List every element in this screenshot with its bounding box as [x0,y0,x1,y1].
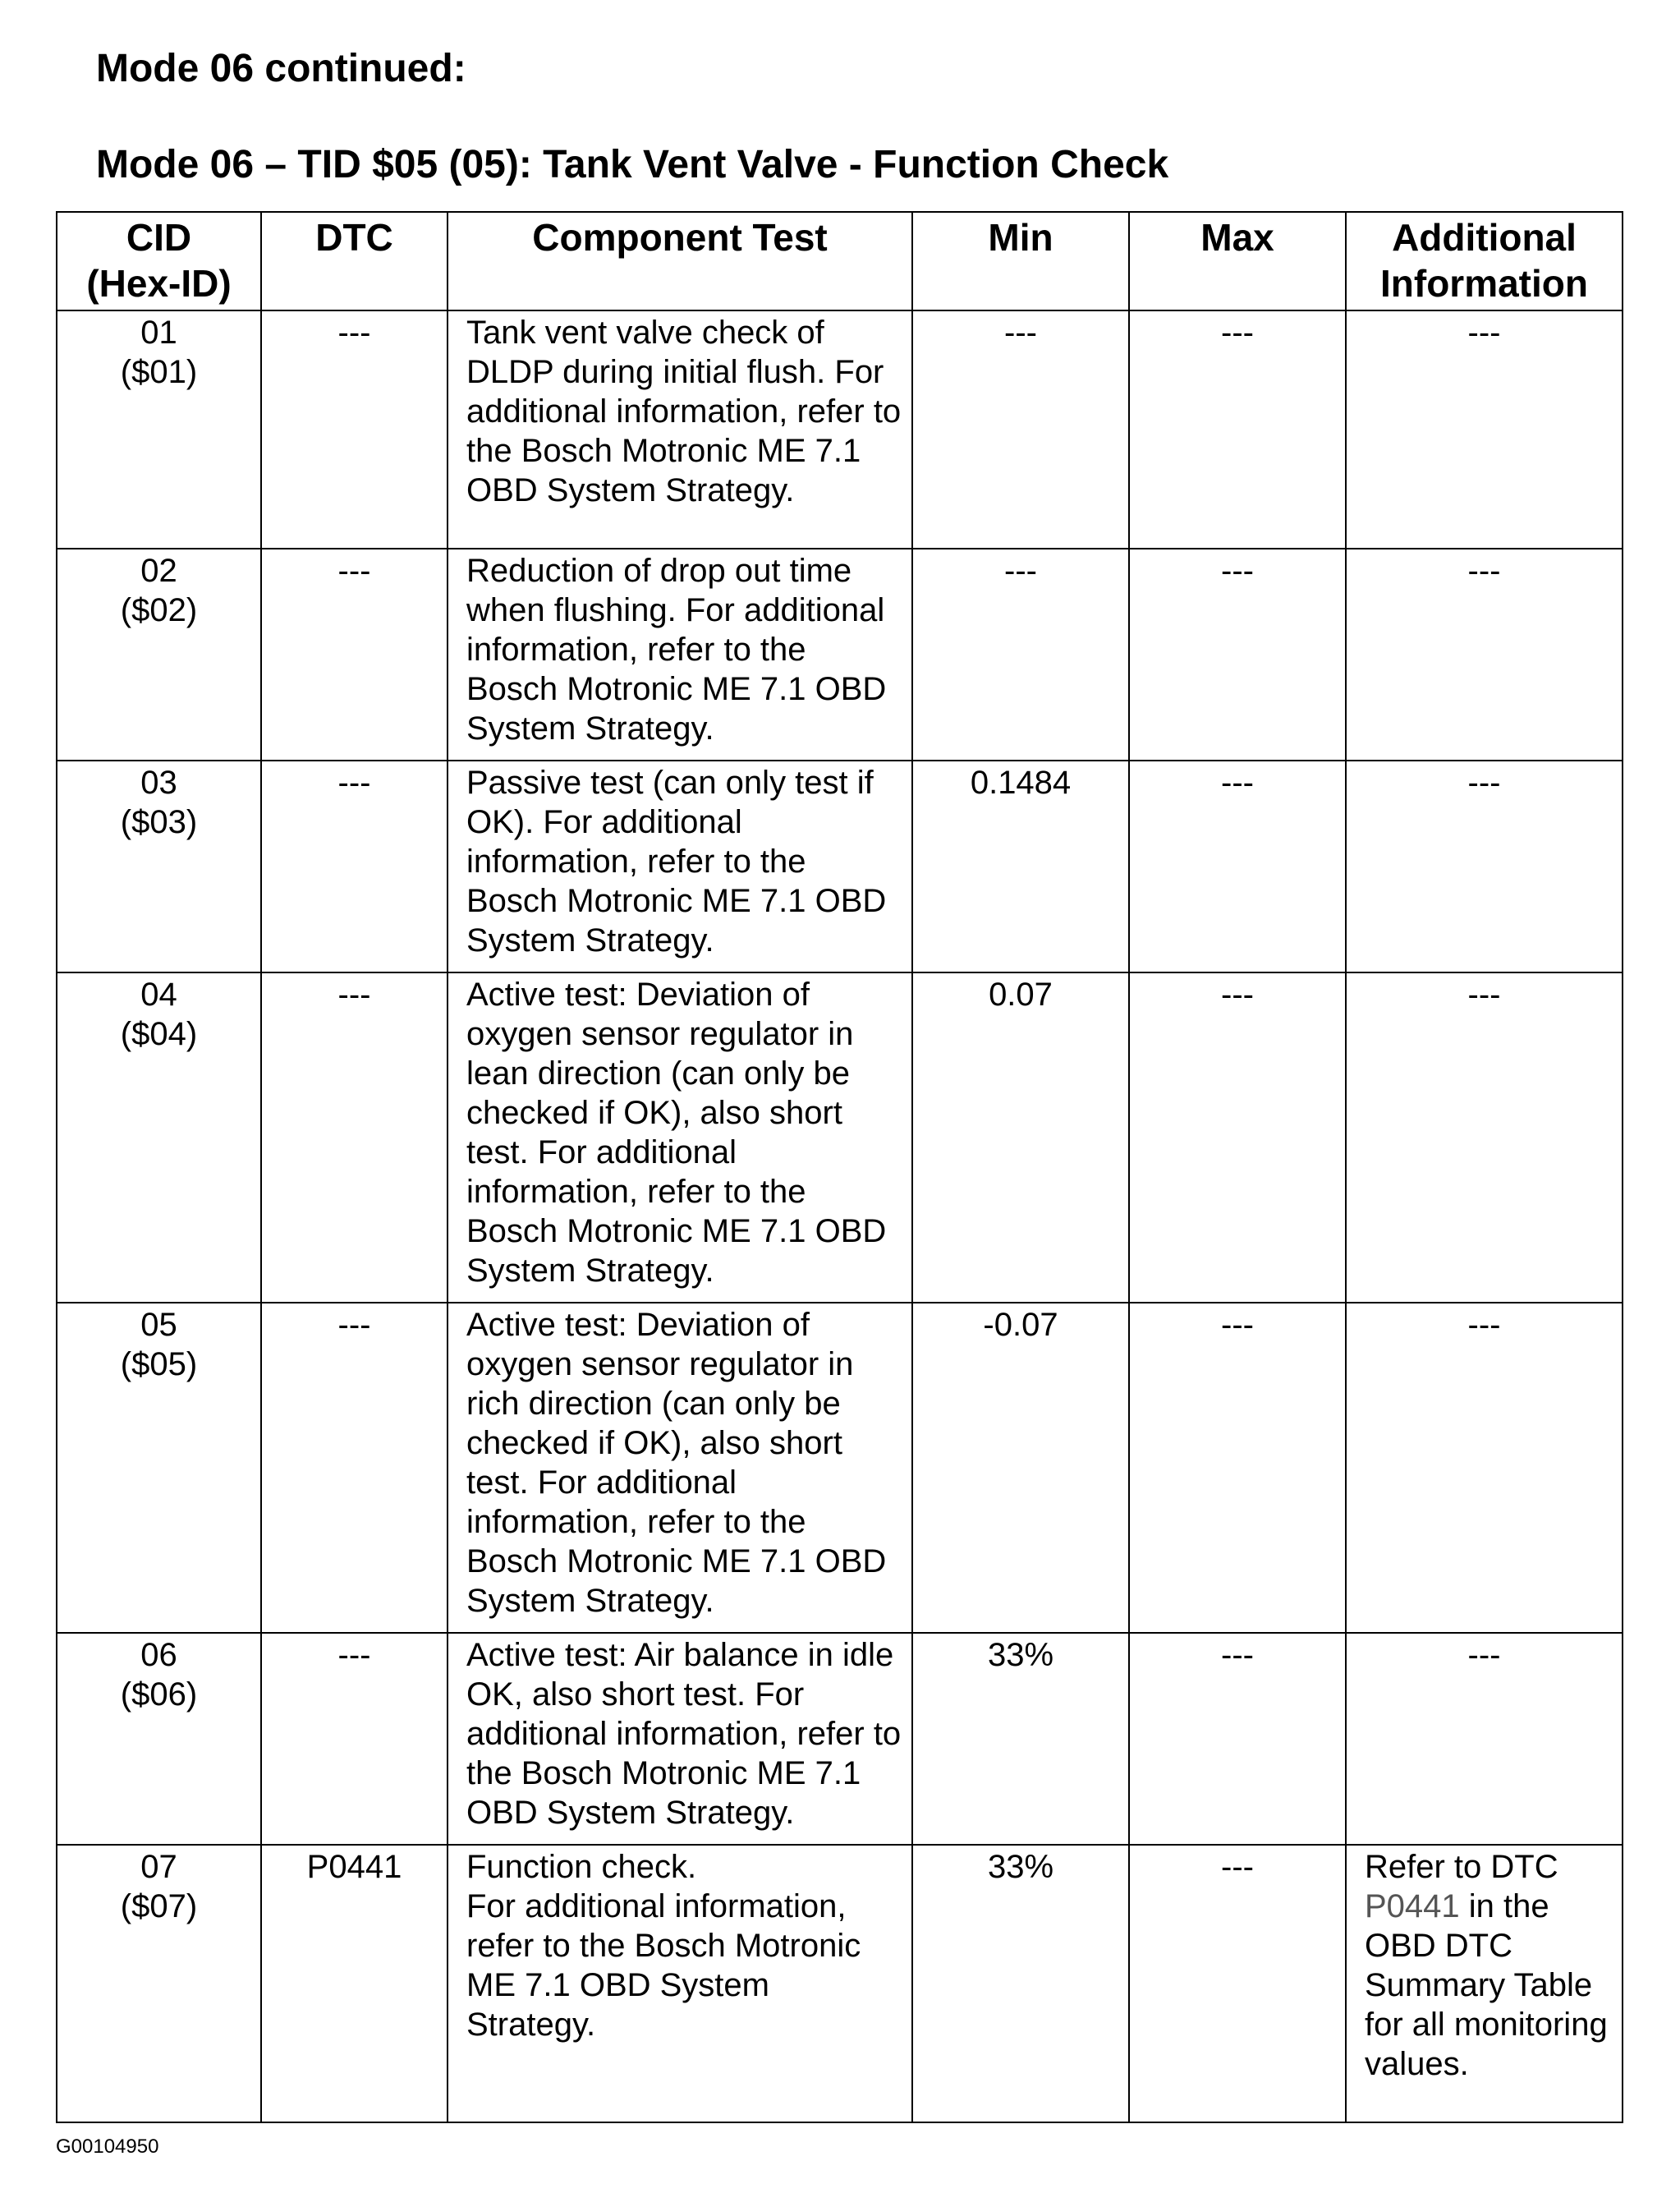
cell-additional-info: --- [1346,972,1623,1303]
cid-hex-value: ($03) [120,804,198,840]
cell-max: --- [1129,549,1346,761]
cell-dtc: --- [261,1303,448,1633]
table-row [57,549,1623,761]
table-row [57,1845,1623,2122]
cell-min: -0.07 [912,1303,1129,1633]
cell-max: --- [1129,761,1346,972]
cell-additional-info [1346,1845,1623,2122]
cell-min: 0.1484 [912,761,1129,972]
cell-component-test: Reduction of drop out time when flushing. For additional information, refer to the Bosch Motronic ME 7.1 OBD System Strategy. [448,549,912,761]
cell-component-test: Active test: Air balance in idle OK, also short test. For additional information, refer to the Bosch Motronic ME 7.1 OBD System Strategy. [448,1633,912,1845]
cell-additional-info: --- [1346,549,1623,761]
mode06-tid05-table [56,211,1623,2123]
cell-cid [57,549,261,761]
cell-cid [57,761,261,972]
cell-component-test: Passive test (can only test if OK). For additional information, refer to the Bosch Motronic ME 7.1 OBD System Strategy. [448,761,912,972]
header-cid-label: CID [126,216,192,259]
cid-value: 06 [140,1637,177,1673]
dtc-p0441-link[interactable]: P0441 [1365,1888,1460,1924]
cid-hex-value: ($02) [120,592,198,628]
section-heading-continued: Mode 06 continued: [96,47,466,90]
cid-value: 01 [140,315,177,351]
additional-info-text-before: Refer to DTC [1365,1849,1558,1885]
cell-min: 33% [912,1845,1129,2122]
cell-max: --- [1129,1303,1346,1633]
cell-min: 33% [912,1633,1129,1845]
cell-additional-info: --- [1346,761,1623,972]
cell-additional-info: --- [1346,1633,1623,1845]
cell-cid [57,1633,261,1845]
header-additional-information [1346,212,1623,310]
table-row [57,761,1623,972]
cell-dtc: --- [261,549,448,761]
cell-min: --- [912,549,1129,761]
table-row [57,1633,1623,1845]
table-row [57,1303,1623,1633]
header-cid [57,212,261,310]
cid-value: 04 [140,977,177,1013]
cid-value: 03 [140,765,177,801]
section-heading-tid: Mode 06 – TID $05 (05): Tank Vent Valve - Function Check [96,143,1169,186]
cell-min: 0.07 [912,972,1129,1303]
document-id: G00104950 [56,2136,159,2158]
cell-cid [57,1303,261,1633]
component-test-line2: For additional information, refer to the Bosch Motronic ME 7.1 OBD System Strategy. [466,1888,861,2043]
cell-max: --- [1129,1633,1346,1845]
cell-cid [57,310,261,549]
table-row [57,310,1623,549]
additional-info-text-after: in the OBD DTC Summary Table for all monitoring values. [1365,1888,1608,2082]
cell-component-test: Active test: Deviation of oxygen sensor regulator in rich direction (can only be checked if OK), also short test. For additional information, refer to the Bosch Motronic ME 7.1 OBD System Strategy. [448,1303,912,1633]
header-dtc: DTC [261,212,448,310]
cell-component-test: Tank vent valve check of DLDP during initial flush. For additional information, refer to the Bosch Motronic ME 7.1 OBD System Strategy. [448,310,912,549]
cid-value: 05 [140,1307,177,1343]
cell-component-test [448,1845,912,2122]
cid-value: 02 [140,553,177,589]
cid-hex-value: ($04) [120,1016,198,1052]
component-test-line1: Function check. [466,1849,697,1885]
cell-dtc: --- [261,761,448,972]
table-row [57,972,1623,1303]
cell-max: --- [1129,972,1346,1303]
header-component-test: Component Test [448,212,912,310]
cell-cid [57,972,261,1303]
cell-dtc: --- [261,972,448,1303]
header-additional-label: Additional [1392,216,1577,259]
header-max: Max [1129,212,1346,310]
header-hex-id-label: (Hex-ID) [86,262,232,305]
cell-dtc: --- [261,310,448,549]
cid-hex-value: ($06) [120,1676,198,1713]
cell-max: --- [1129,310,1346,549]
cell-cid [57,1845,261,2122]
cell-dtc: P0441 [261,1845,448,2122]
cell-additional-info: --- [1346,1303,1623,1633]
cid-hex-value: ($05) [120,1346,198,1382]
cell-component-test: Active test: Deviation of oxygen sensor regulator in lean direction (can only be checked if OK), also short test. For additional information, refer to the Bosch Motronic ME 7.1 OBD System Strategy. [448,972,912,1303]
header-min: Min [912,212,1129,310]
table-header-row [57,212,1623,310]
cell-min: --- [912,310,1129,549]
cell-dtc: --- [261,1633,448,1845]
cell-additional-info: --- [1346,310,1623,549]
header-information-label: Information [1380,262,1588,305]
cid-hex-value: ($01) [120,354,198,390]
cell-max: --- [1129,1845,1346,2122]
cid-value: 07 [140,1849,177,1885]
cid-hex-value: ($07) [120,1888,198,1924]
